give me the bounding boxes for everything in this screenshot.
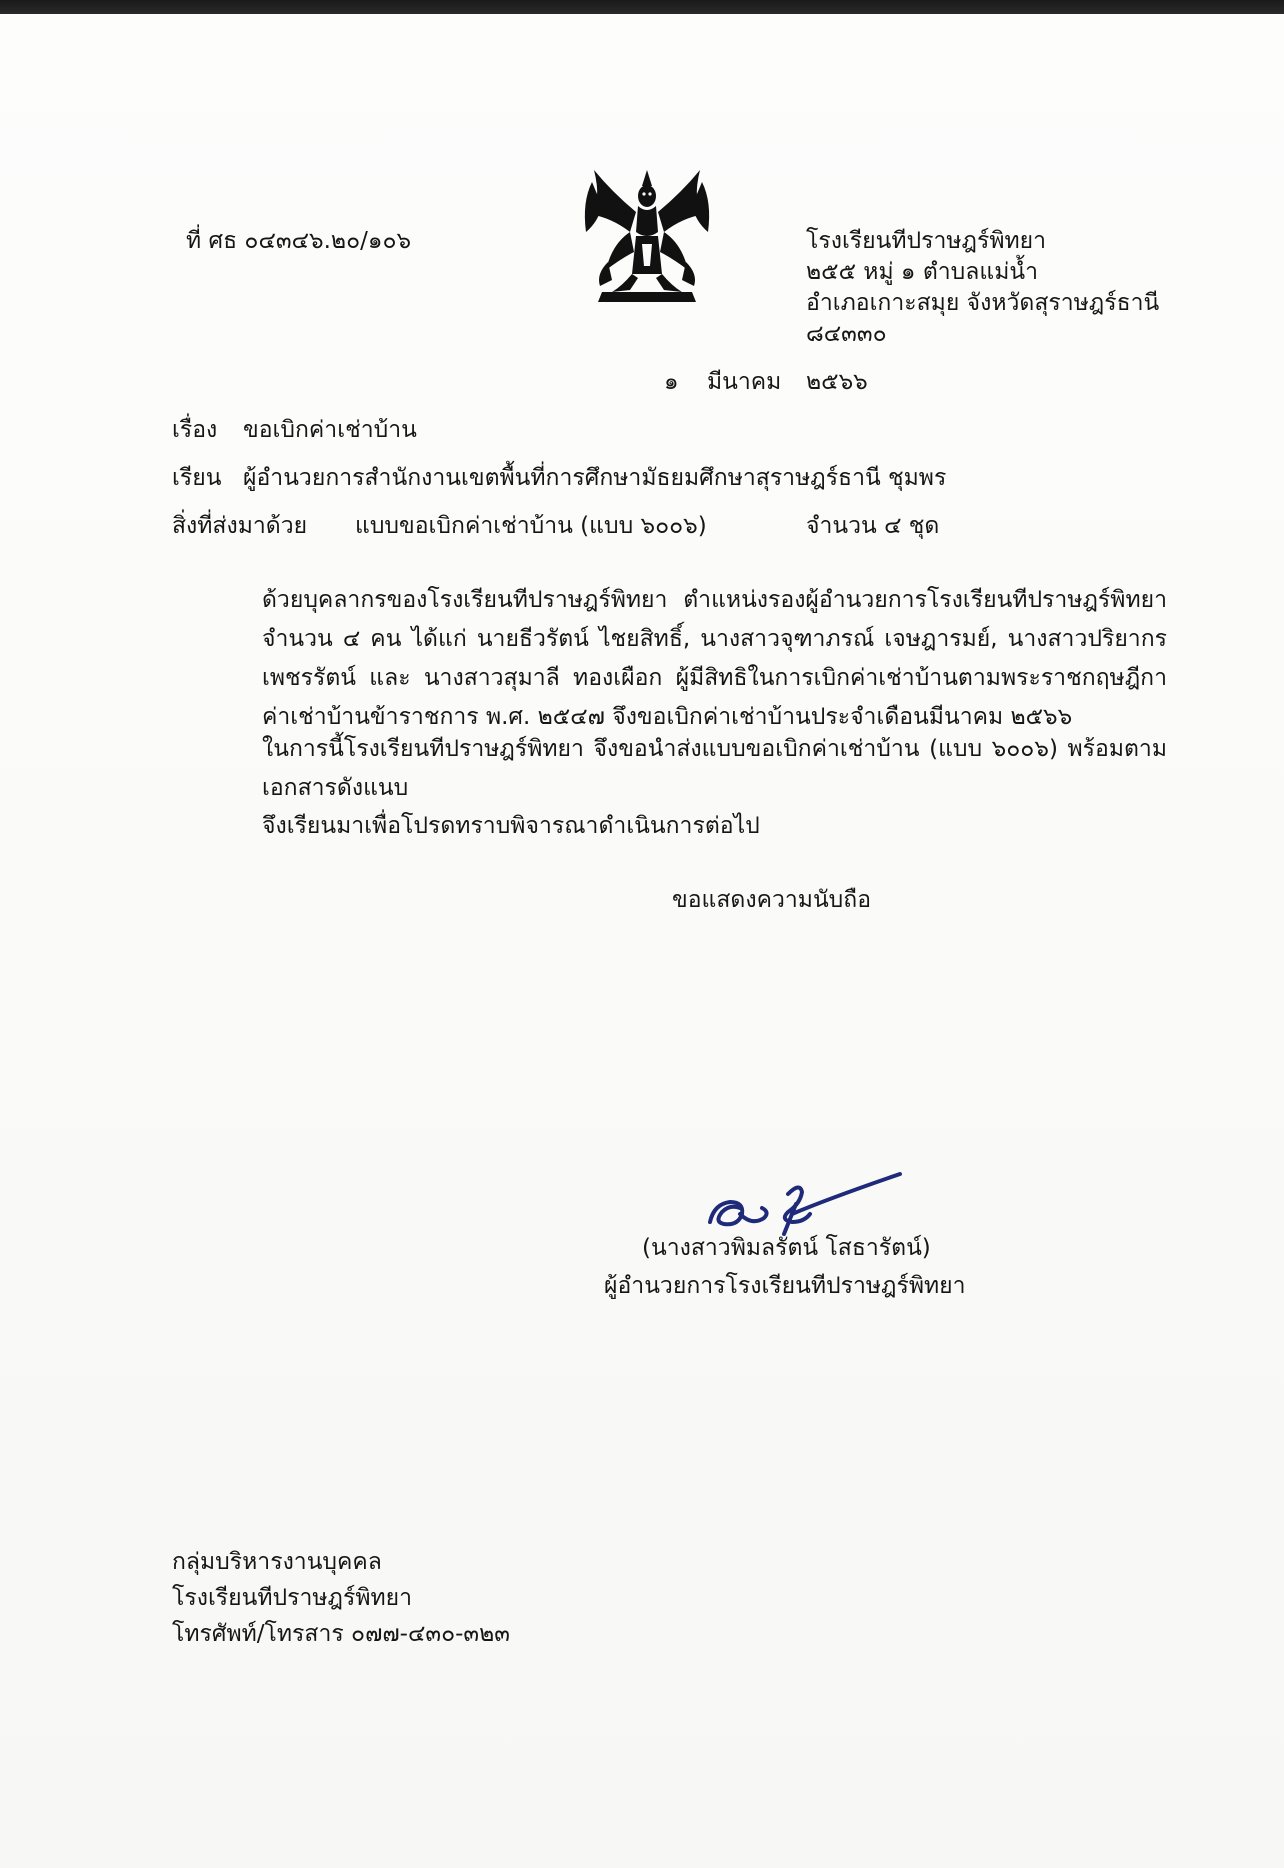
footer-department: กลุ่มบริหารงานบุคคล (172, 1549, 382, 1575)
footer-school: โรงเรียนทีปราษฎร์พิทยา (172, 1585, 413, 1611)
date-day: ๑ (664, 369, 679, 395)
school-name: โรงเรียนทีปราษฎร์พิทยา (806, 228, 1047, 254)
footer-phone: โทรศัพท์/โทรสาร ๐๗๗-๔๓๐-๓๒๓ (172, 1621, 511, 1647)
postcode: ๘๔๓๓๐ (806, 321, 887, 347)
body-paragraph-1 (172, 581, 1167, 737)
subject-text: ขอเบิกค่าเช่าบ้าน (243, 417, 417, 443)
recipient-text: ผู้อำนวยการสำนักงานเขตพื้นที่การศึกษามัธยมศึกษาสุราษฎร์ธานี ชุมพร (243, 465, 947, 491)
address-line-2: อำเภอเกาะสมุย จังหวัดสุราษฎร์ธานี (806, 290, 1160, 316)
handwritten-signature-icon (700, 1164, 910, 1244)
enclosure-text: แบบขอเบิกค่าเช่าบ้าน (แบบ ๖๐๐๖) (355, 513, 707, 539)
body-paragraph-2-text: ในการนี้โรงเรียนทีปราษฎร์พิทยา จึงขอนำส่งแบบขอเบิกค่าเช่าบ้าน (แบบ ๖๐๐๖) พร้อมตาม เอกสารดังแนบ (262, 736, 1167, 801)
letter-page (0, 14, 1284, 1868)
scan-top-edge (0, 0, 1284, 14)
date-year: ๒๕๖๖ (806, 369, 868, 395)
reference-number: ที่ ศธ ๐๔๓๔๖.๒๐/๑๐๖ (186, 228, 412, 254)
enclosure-label: สิ่งที่ส่งมาด้วย (172, 513, 308, 539)
recipient-label: เรียน (172, 465, 222, 491)
body-paragraph-1-text: ด้วยบุคลากรของโรงเรียนทีปราษฎร์พิทยา ตำแหน่งรองผู้อำนวยการโรงเรียนทีปราษฎร์พิทยา จำนวน ๔ คน ได้แก่ นายธีวรัตน์ ไชยสิทธิ์, นางสาวจุฑาภรณ์ เจษฎารมย์, นางสาวปริยากร เพชรรัตน์ และ นางสาวสุมาลี ทองเผือก ผู้มีสิทธิในการเบิกค่าเช่าบ้านตามพระราชกฤษฎีกาค่าเช่าบ้านข้าราชการ พ.ศ. ๒๕๔๗ จึงขอเบิกค่าเช่าบ้านประจำเดือนมีนาคม ๒๕๖๖ (262, 587, 1167, 730)
signer-name: (นางสาวพิมลรัตน์ โสธารัตน์) (642, 1235, 931, 1261)
body-paragraph-3 (172, 807, 1167, 846)
address-line-1: ๒๕๕ หมู่ ๑ ตำบลแม่น้ำ (806, 259, 1038, 285)
date-month: มีนาคม (707, 369, 782, 395)
signer-position: ผู้อำนวยการโรงเรียนทีปราษฎร์พิทยา (604, 1273, 966, 1299)
subject-label: เรื่อง (172, 417, 218, 443)
body-paragraph-3-text: จึงเรียนมาเพื่อโปรดทราบพิจารณาดำเนินการต่อไป (262, 813, 760, 839)
enclosure-quantity: จำนวน ๔ ชุด (806, 513, 940, 539)
closing-salutation: ขอแสดงความนับถือ (672, 887, 872, 913)
body-paragraph-2 (172, 730, 1167, 808)
garuda-emblem-icon (572, 162, 722, 312)
